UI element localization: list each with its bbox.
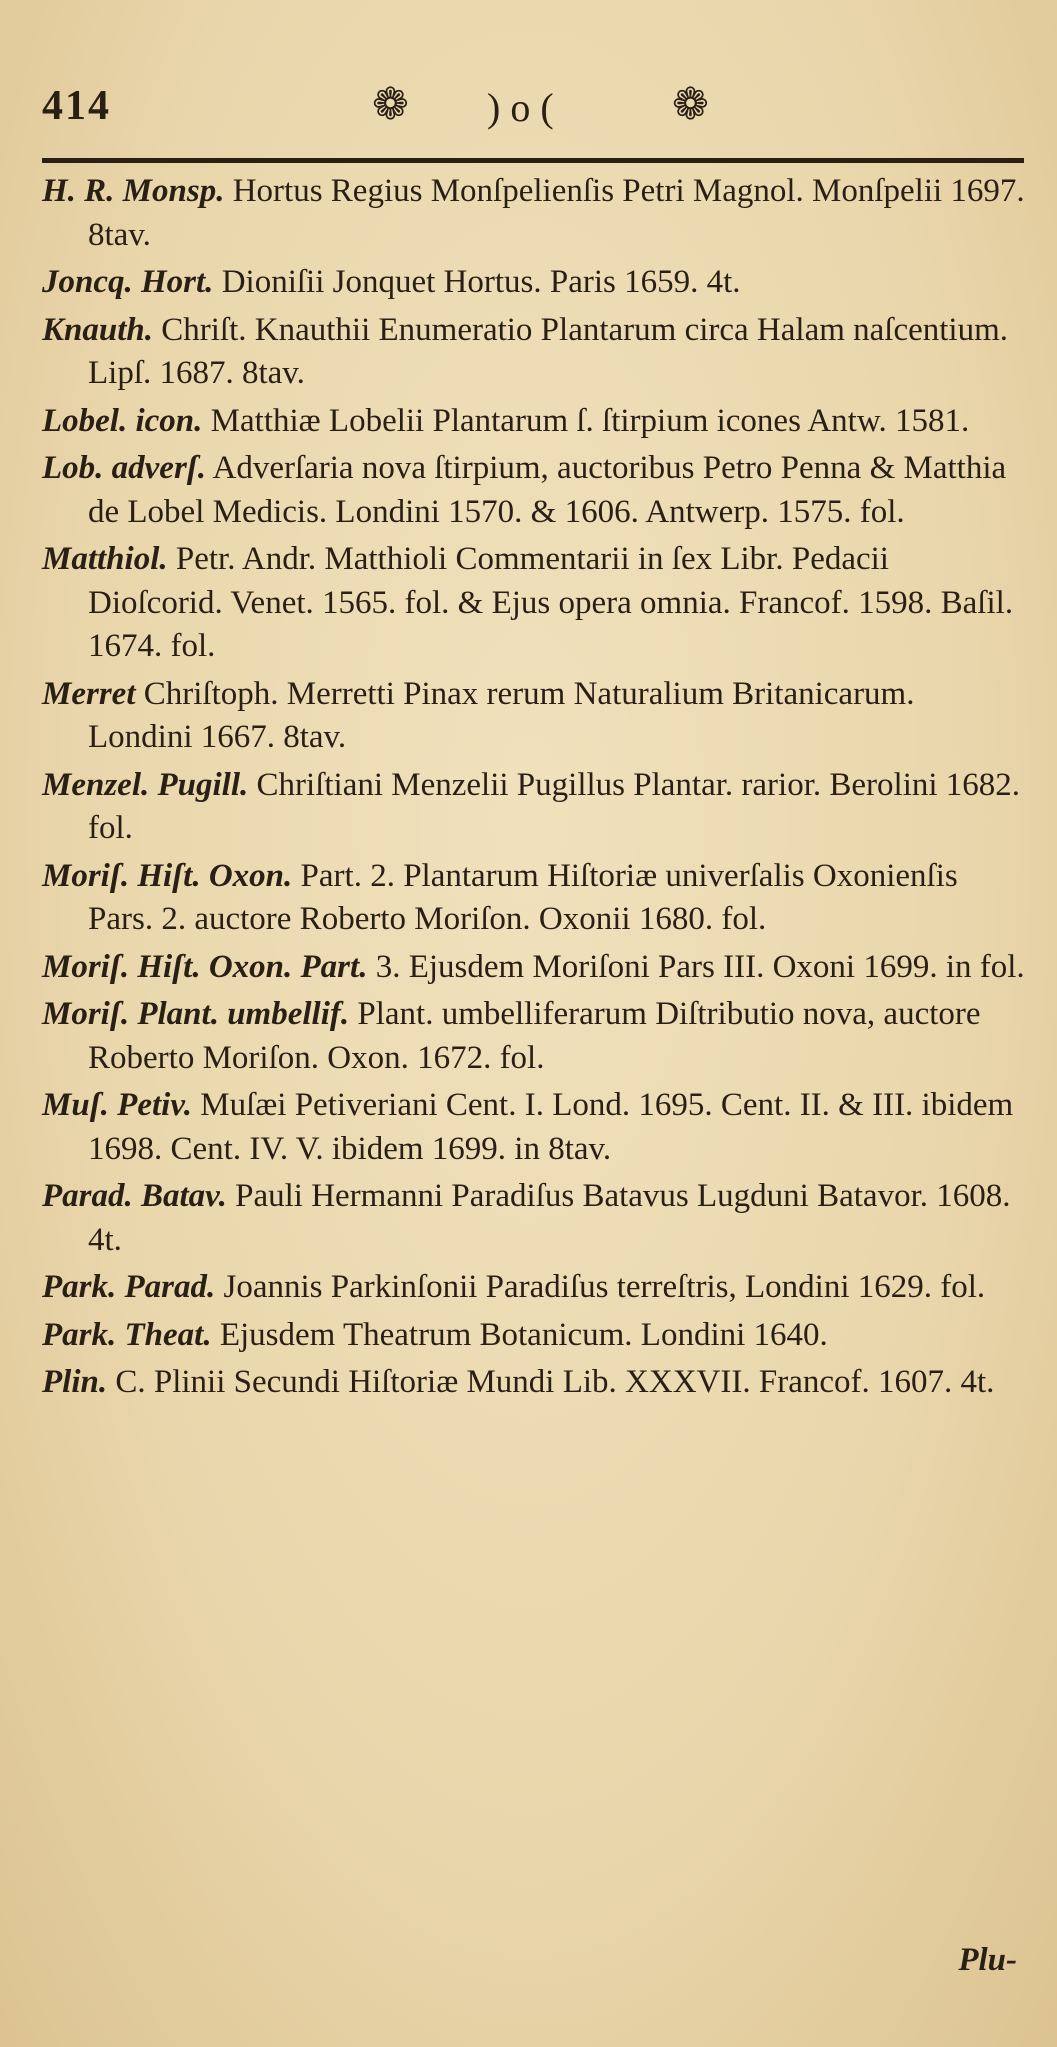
bibliography-entry: [42, 1314, 1027, 1358]
entry-abbreviation: Park. Theat.: [42, 1316, 212, 1353]
entry-text: 3. Ejusdem Moriſoni Pars III. Oxoni 1699. in fol.: [375, 948, 1025, 985]
bibliography-entry: [42, 1084, 1027, 1171]
bibliography-entry: [42, 855, 1027, 942]
entry-text: Chriſtiani Menzelii Pugillus Plantar. rarior. Berolini 1682. fol.: [88, 766, 1021, 846]
entry-text: Matthiæ Lobelii Plantarum ſ. ſtirpium icones Antw. 1581.: [210, 402, 970, 439]
flower-ornament-icon: ❁: [672, 79, 709, 130]
bibliography-entry: [42, 1361, 1027, 1405]
entry-text: Joannis Parkinſonii Paradiſus terreſtris, Londini 1629. fol.: [223, 1269, 986, 1305]
entry-abbreviation: Moriſ. Plant. umbellif.: [42, 996, 350, 1032]
bibliography-entry: [42, 946, 1027, 990]
entry-text: Plant. umbelliferarum Diſtributio nova, auctore Roberto Moriſon. Oxon. 1672. fol.: [88, 996, 981, 1076]
entry-abbreviation: Knauth.: [42, 311, 153, 348]
entry-abbreviation: Menzel. Pugill.: [42, 766, 249, 803]
bibliography-entry: [42, 261, 1027, 305]
bibliography-entry: [42, 400, 1027, 444]
entry-text: Hortus Regius Monſpelienſis Petri Magnol. Monſpelii 1697. 8tav.: [88, 173, 1025, 253]
bibliography-entry: [42, 309, 1027, 396]
bibliography-entry: [42, 1175, 1027, 1262]
bibliography-entry: [42, 764, 1027, 851]
entry-abbreviation: Merret: [42, 675, 136, 712]
flower-ornament-icon: ❁: [372, 79, 409, 130]
entry-abbreviation: Park. Parad.: [42, 1269, 216, 1305]
bibliography-entry: [42, 447, 1027, 534]
entry-text: Pauli Hermanni Paradiſus Batavus Lugduni Batavor. 1608. 4t.: [88, 1178, 1011, 1258]
entry-text: C. Plinii Secundi Hiſtoriæ Mundi Lib. XXXVII. Francof. 1607. 4t.: [115, 1364, 995, 1400]
entry-abbreviation: Matthiol.: [42, 541, 168, 577]
page-number: 414: [42, 83, 111, 129]
bibliography-entry: [42, 1266, 1027, 1310]
entry-abbreviation: Lob. adverſ.: [42, 450, 207, 486]
entry-text: Ejusdem Theatrum Botanicum. Londini 1640.: [219, 1316, 828, 1353]
entry-abbreviation: Moriſ. Hiſt. Oxon. Part.: [42, 948, 368, 985]
entry-text: Chriſt. Knauthii Enumeratio Plantarum circa Halam naſcentium. Lipſ. 1687. 8tav.: [88, 311, 1009, 391]
bibliography-list: [42, 170, 1027, 1409]
bibliography-entry: [42, 538, 1027, 669]
entry-abbreviation: H. R. Monsp.: [42, 173, 225, 209]
entry-text: Petr. Andr. Matthioli Commentarii in ſex Libr. Pedacii Dioſcorid. Venet. 1565. fol. & Ejus opera omnia. Francof. 1598. Baſil. 1674. fol.: [88, 541, 1014, 664]
entry-abbreviation: Muſ. Petiv.: [42, 1087, 192, 1123]
entry-text: Dioniſii Jonquet Hortus. Paris 1659. 4t.: [221, 264, 741, 300]
entry-abbreviation: Lobel. icon.: [42, 402, 203, 439]
entry-abbreviation: Moriſ. Hiſt. Oxon.: [42, 857, 293, 894]
entry-text: Adverſaria nova ſtirpium, auctoribus Petro Penna & Matthia de Lobel Medicis. Londini 1570. & 1606. Antwerp. 1575. fol.: [88, 450, 1007, 530]
bibliography-entry: [42, 673, 1027, 760]
entry-abbreviation: Joncq. Hort.: [42, 264, 214, 300]
entry-abbreviation: Plin.: [42, 1364, 108, 1400]
header-rule: [42, 158, 1024, 163]
entry-text: Part. 2. Plantarum Hiſtoriæ univerſalis Oxonienſis Pars. 2. auctore Roberto Moriſon. Oxonii 1680. fol.: [88, 857, 958, 937]
catchword: Plu-: [958, 1942, 1017, 1978]
running-head: )o(: [487, 85, 564, 130]
entry-abbreviation: Parad. Batav.: [42, 1178, 227, 1214]
bibliography-entry: [42, 170, 1027, 257]
bibliography-entry: [42, 993, 1027, 1080]
entry-text: Muſæi Petiveriani Cent. I. Lond. 1695. Cent. II. & III. ibidem 1698. Cent. IV. V. ibidem 1699. in 8tav.: [88, 1087, 1014, 1167]
entry-text: Chriſtoph. Merretti Pinax rerum Naturalium Britanicarum. Londini 1667. 8tav.: [88, 675, 915, 755]
page-header: [42, 79, 1002, 142]
